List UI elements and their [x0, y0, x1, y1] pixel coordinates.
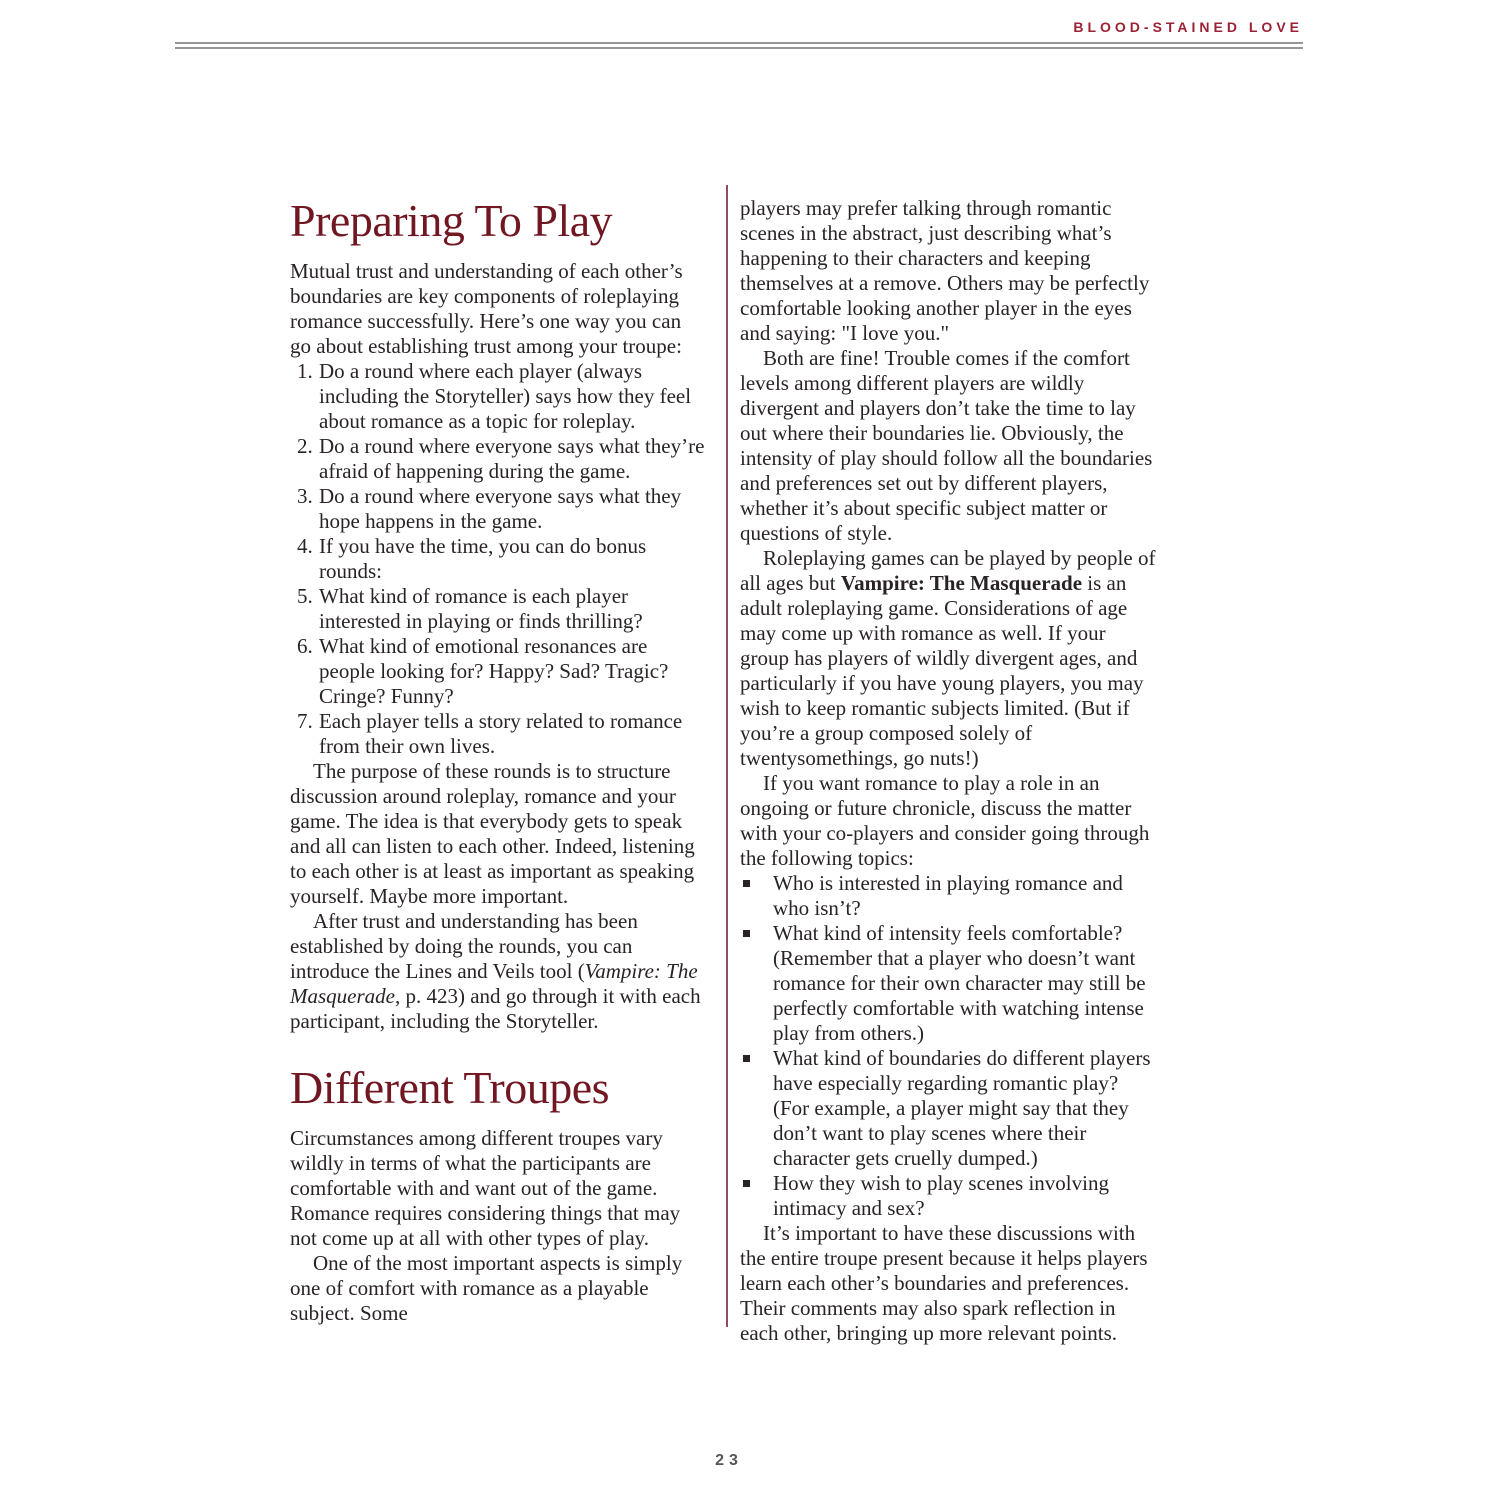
bullet-item-4: How they wish to play scenes involving intimacy and sex?	[740, 1171, 1157, 1221]
paragraph-if-you-want: If you want romance to play a role in an ongoing or future chronicle, discuss the matter with your co-players and consider going through the following topics:	[740, 771, 1150, 870]
paragraph-circumstances: Circumstances among different troupes vary wildly in terms of what the participants are comfortable with and want out of the game. Romance requires considering things that may not come up at all with other types of play.	[290, 1126, 681, 1250]
section-heading-preparing-to-play: Preparing To Play	[290, 195, 613, 246]
page-content	[290, 196, 1162, 1346]
left-column	[290, 196, 707, 1326]
running-header: BLOOD-STAINED LOVE	[1073, 19, 1303, 35]
paragraph-its-important: It’s important to have these discussions with the entire troupe present because it helps players learn each other’s boundaries and preferences. Their comments may also spark reflection in each other, bringing up more relevant points.	[740, 1221, 1148, 1345]
book-title-italic: Vampire: The Masquerade	[290, 959, 698, 1008]
paragraph-roleplaying-post: is an adult roleplaying game. Considerations of age may come up with romance as well. If your group has players of wildly divergent ages, and particularly if you have young players, you may wish to keep romantic subjects limited. (But if you’re a group composed solely of twentysomethings, go nuts!)	[740, 571, 1144, 770]
list-item-5: 5. What kind of romance is each player interested in playing or finds thrilling?	[318, 584, 707, 634]
paragraph-roleplaying-games	[740, 546, 1157, 771]
list-item-4: 4. If you have the time, you can do bonus rounds:	[318, 534, 707, 584]
paragraph-roleplaying-pre: Roleplaying games can be played by people of all ages but	[740, 546, 1156, 595]
page-number: 23	[715, 1452, 743, 1469]
bullet-item-2: What kind of intensity feels comfortable? (Remember that a player who doesn’t want romance for their own character may still be perfectly comfortable with watching intense play from others.)	[740, 921, 1157, 1046]
topics-bullet-list	[740, 871, 1157, 1221]
book-title-bold: Vampire: The Masquerade	[840, 571, 1083, 595]
list-item-7: 7. Each player tells a story related to romance from their own lives.	[318, 709, 707, 759]
paragraph-after-trust-pre: After trust and understanding has been established by doing the rounds, you can introduce the Lines and Veils tool (	[290, 909, 638, 983]
bullet-item-3: What kind of boundaries do different players have especially regarding romantic play? (For example, a player might say that they don’t want to play scenes where their character gets cruelly dumped.)	[740, 1046, 1157, 1171]
column-divider	[726, 185, 728, 1327]
preparation-numbered-list	[290, 359, 707, 759]
paragraph-purpose: The purpose of these rounds is to structure discussion around roleplay, romance and your game. The idea is that everybody gets to speak and all can listen to each other. Indeed, listening to each other is at least as important as speaking yourself. Maybe more important.	[290, 759, 695, 908]
paragraph-intro: Mutual trust and understanding of each other’s boundaries are key components of roleplaying romance successfully. Here’s one way you can go about establishing trust among your troupe:	[290, 259, 683, 358]
paragraph-one-of-most-important: One of the most important aspects is simply one of comfort with romance as a playable subject. Some	[290, 1251, 683, 1325]
list-item-3: 3. Do a round where everyone says what they hope happens in the game.	[318, 484, 707, 534]
right-column	[740, 196, 1157, 1346]
paragraph-players-may-prefer: players may prefer talking through romantic scenes in the abstract, just describing what’s happening to their characters and keeping themselves at a remove. Others may be perfectly comfortable looking another player in the eyes and saying: "I love you."	[740, 196, 1150, 345]
list-item-1: 1. Do a round where each player (always including the Storyteller) says how they feel about romance as a topic for roleplay.	[318, 359, 707, 434]
section-heading-different-troupes: Different Troupes	[290, 1062, 610, 1113]
paragraph-after-trust-post: , p. 423) and go through it with each participant, including the Storyteller.	[290, 984, 701, 1033]
list-item-6: 6. What kind of emotional resonances are people looking for? Happy? Sad? Tragic? Cringe? Funny?	[318, 634, 707, 709]
paragraph-both-are-fine: Both are fine! Trouble comes if the comfort levels among different players are wildly divergent and players don’t take the time to lay out where their boundaries lie. Obviously, the intensity of play should follow all the boundaries and preferences set out by different players, whether it’s about specific subject matter or questions of style.	[740, 346, 1153, 545]
bullet-item-1: Who is interested in playing romance and who isn’t?	[740, 871, 1157, 921]
paragraph-after-trust	[290, 909, 707, 1034]
header-rule	[175, 42, 1303, 49]
list-item-2: 2. Do a round where everyone says what they’re afraid of happening during the game.	[318, 434, 707, 484]
